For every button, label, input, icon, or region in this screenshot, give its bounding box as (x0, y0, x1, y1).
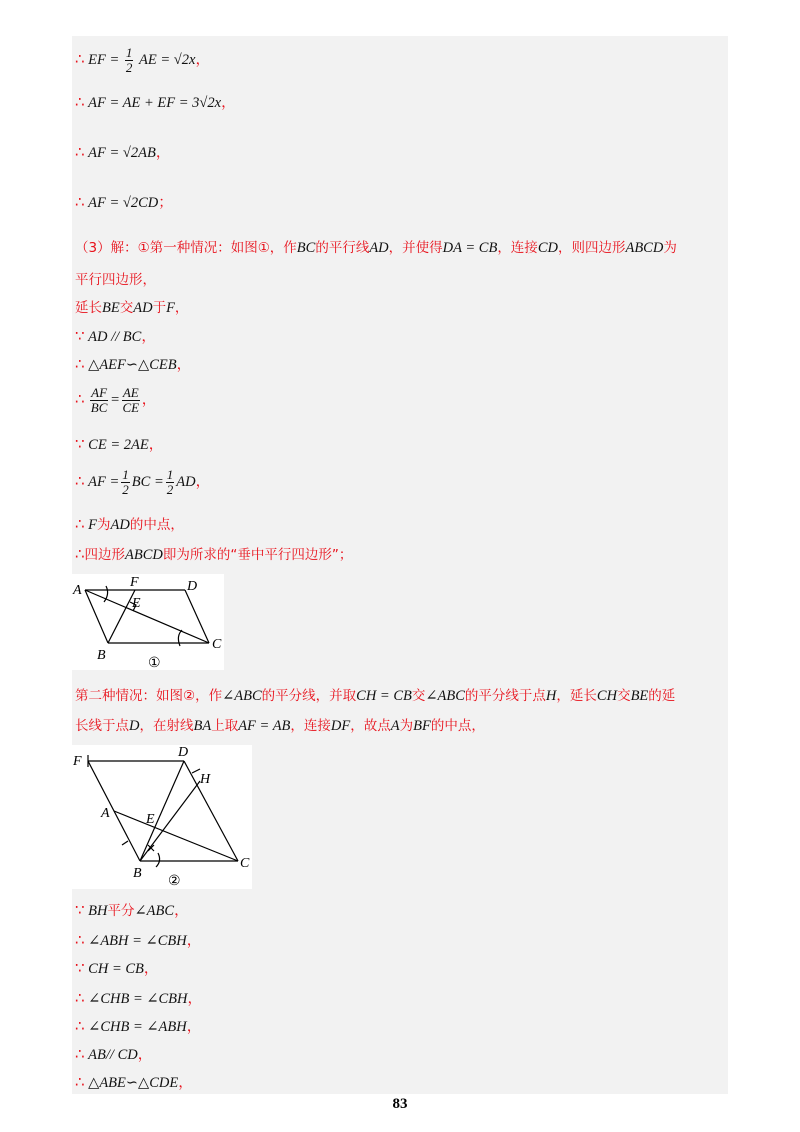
line-similar-triangles-2: ∴ △ABE∽△CDE， (75, 1073, 193, 1091)
line-case-one: （3）解：①第一种情况：如图①，作BC的平行线AD，并使得DA = CB，连接CD，则四边形ABCD为 (75, 240, 677, 256)
line-ch-cb: ∵ CH = CB， (75, 959, 159, 977)
arc-mark-1 (156, 853, 160, 867)
label-d: D (178, 745, 189, 760)
line-extend-be: 延长BE交AD于F， (75, 300, 189, 316)
page-number: 83 (392, 1096, 408, 1112)
label-b: B (97, 648, 106, 663)
fraction-ae-ce: $\frac{AE}{CE}$ (122, 385, 140, 415)
segment-dc (184, 761, 238, 861)
line-ratio: ∴ $\frac{AF}{BC}$ = $\frac{AE}{CE}$ ， (75, 385, 157, 415)
segment-dc (185, 590, 209, 643)
figure-2-drawing (72, 745, 252, 889)
line-similar-triangles-1: ∴ △AEF∽△CEB， (75, 355, 192, 373)
tick-mark-1 (122, 841, 128, 845)
label-c: C (240, 856, 250, 871)
fraction-half-2: $\frac{1}{2}$ (166, 467, 174, 497)
fraction-one-half: $\frac{1}{2}$ (125, 45, 133, 75)
segment-ac (85, 590, 209, 643)
line-bh-bisects: ∵ BH平分∠ABC， (75, 901, 189, 919)
tick-mark-2 (192, 769, 200, 773)
line-af-half: ∴ AF = $\frac{1}{2}$ BC = $\frac{1}{2}$ AD， (75, 467, 211, 497)
figure-1 (72, 574, 224, 670)
fraction-af-bc: $\frac{AF}{BC}$ (90, 385, 108, 415)
figure-1-caption: ① (148, 656, 161, 670)
segment-ac (114, 811, 238, 861)
figure-1-drawing (72, 574, 224, 670)
label-b: B (133, 866, 142, 881)
label-f: F (73, 754, 82, 769)
line-angle-chb-abh: ∴ ∠CHB = ∠ABH， (75, 1017, 202, 1035)
line-case-two: 第二种情况：如图②，作∠ABC的平分线，并取CH = CB交∠ABC的平分线于点H，延长CH交BE的延 (75, 688, 676, 704)
line-af-ab: ∴ AF = √2AB， (75, 143, 171, 161)
line-ad-parallel-bc: ∵ AD // BC， (75, 327, 156, 345)
line-conclusion-1: ∴四边形ABCD即为所求的“垂中平行四边形”； (75, 545, 353, 563)
line-f-midpoint: ∴ F为AD的中点， (75, 515, 184, 533)
label-e: E (132, 596, 141, 611)
line-af-cd: ∴ AF = √2CD； (75, 193, 173, 211)
line-extend-ch: 长线于点D，在射线BA上取AF = AB，连接DF，故点A为BF的中点， (75, 718, 485, 734)
line-ce-2ae: ∵ CE = 2AE， (75, 435, 164, 453)
figure-2 (72, 745, 252, 889)
label-a: A (73, 583, 82, 598)
figure-2-caption: ② (168, 874, 181, 889)
label-c: C (212, 637, 222, 652)
label-e: E (146, 812, 155, 827)
line-parallelogram: 平行四边形， (75, 272, 156, 288)
label-f: F (130, 575, 139, 590)
line-angle-abh-cbh: ∴ ∠ABH = ∠CBH， (75, 931, 202, 949)
segment-bf (108, 590, 135, 643)
label-d: D (187, 579, 198, 594)
label-a: A (101, 806, 110, 821)
line-ab-parallel-cd: ∴ AB// CD， (75, 1045, 153, 1063)
label-h: H (200, 772, 211, 787)
line-ef: ∴ EF = $\frac{1}{2}$ AE = √2x， (75, 45, 210, 75)
line-af-sum: ∴ AF = AE + EF = 3√2x， (75, 93, 236, 111)
line-angle-chb-cbh: ∴ ∠CHB = ∠CBH， (75, 989, 203, 1007)
fraction-half-1: $\frac{1}{2}$ (122, 467, 129, 497)
